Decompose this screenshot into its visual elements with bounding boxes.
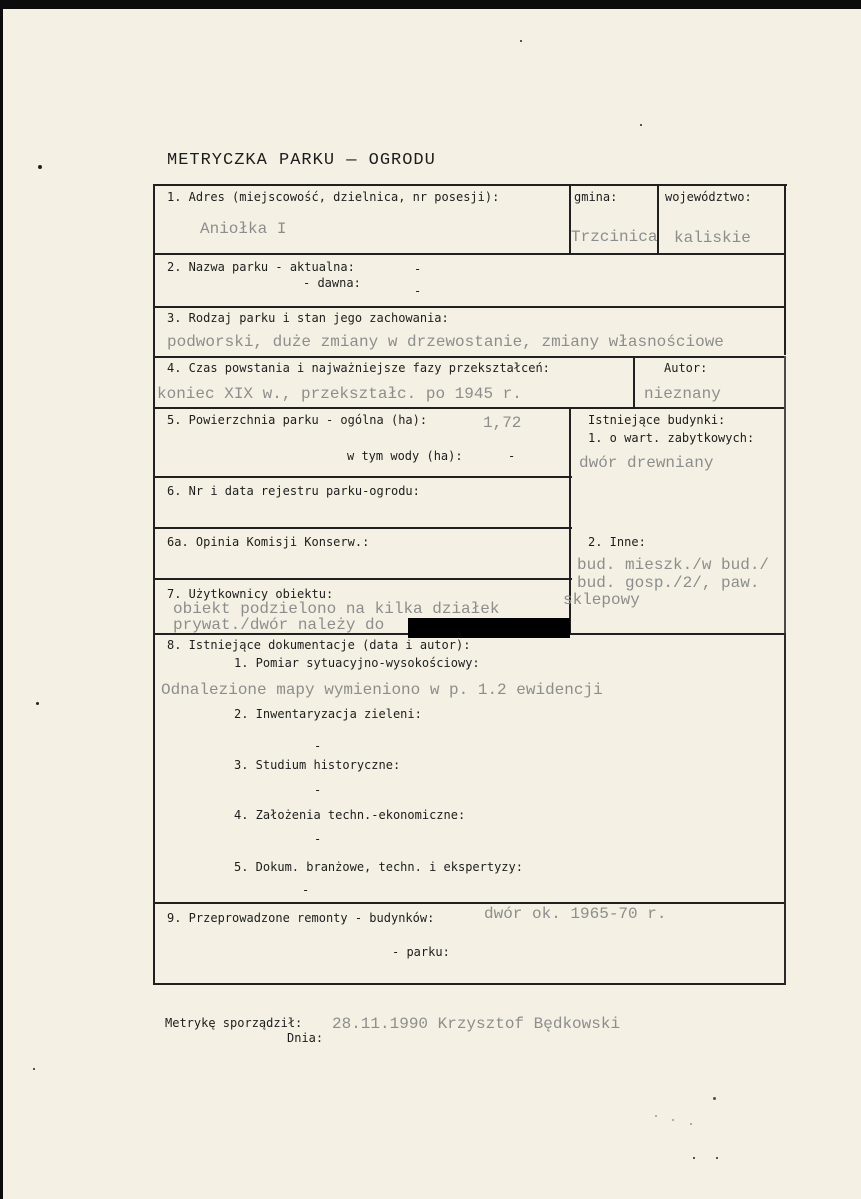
park-name-label: 2. Nazwa parku - aktualna: — [167, 260, 355, 274]
form-title: METRYCZKA PARKU — OGRODU — [167, 151, 436, 170]
historical-study-value: - — [314, 783, 322, 797]
expertise-value: - — [302, 883, 310, 897]
park-name-former-value: - — [414, 284, 422, 298]
park-type-label: 3. Rodzaj parku i stan jego zachowania: — [167, 311, 449, 325]
gmina-value: Trzcinica — [571, 228, 658, 246]
historic-buildings-value: dwór drewniany — [579, 454, 714, 472]
author-label: Autor: — [664, 361, 708, 375]
historical-study-label: 3. Studium historyczne: — [234, 758, 401, 772]
other-buildings-line1: bud. mieszk./w bud./ — [577, 556, 770, 574]
other-buildings-line3: sklepowy — [563, 591, 640, 609]
users-value-line1: obiekt podzielono na kilka działek — [173, 600, 500, 618]
survey-label: 1. Pomiar sytuacyjno-wysokościowy: — [234, 656, 480, 670]
greenery-inventory-label: 2. Inwentaryzacja zieleni: — [234, 707, 422, 721]
documentation-label: 8. Istniejące dokumentacje (data i autor): — [167, 638, 471, 652]
gmina-label: gmina: — [574, 190, 618, 204]
tech-econ-value: - — [314, 832, 322, 846]
park-name-current-value: - — [414, 262, 422, 276]
redaction-bar — [408, 618, 570, 638]
area-value: 1,72 — [483, 414, 522, 432]
greenery-inventory-value: - — [314, 739, 322, 753]
prepared-by-value: 28.11.1990 Krzysztof Będkowski — [332, 1015, 621, 1033]
renovations-buildings-value: dwór ok. 1965-70 r. — [484, 905, 667, 923]
conservation-opinion-label: 6a. Opinia Komisji Konserw.: — [167, 535, 370, 549]
prepared-by-label: Metrykę sporządził: — [165, 1016, 303, 1030]
expertise-label: 5. Dokum. branżowe, techn. i ekspertyzy: — [234, 860, 523, 874]
tech-econ-label: 4. Założenia techn.-ekonomiczne: — [234, 808, 466, 822]
wojewodztwo-label: województwo: — [665, 190, 752, 204]
users-value-line2: prywat./dwór należy do — [173, 616, 385, 634]
water-area-label: w tym wody (ha): — [347, 449, 463, 463]
park-type-value: podworski, duże zmiany w drzewostanie, zmiany własnościowe — [167, 333, 724, 351]
historic-buildings-label: 1. o wart. zabytkowych: — [588, 431, 755, 445]
other-buildings-label: 2. Inne: — [588, 535, 646, 549]
survey-value: Odnalezione mapy wymieniono w p. 1.2 ewidencji — [161, 681, 603, 699]
park-name-former-label: - dawna: — [303, 276, 361, 290]
users-label: 7. Użytkownicy obiektu: — [167, 587, 334, 601]
address-label: 1. Adres (miejscowość, dzielnica, nr posesji): — [167, 190, 500, 204]
renovations-label: 9. Przeprowadzone remonty - budynków: — [167, 911, 435, 925]
date-label: Dnia: — [287, 1031, 324, 1045]
water-area-value: - — [508, 449, 516, 463]
buildings-label: Istniejące budynki: — [588, 413, 726, 427]
origin-value: koniec XIX w., przekształc. po 1945 r. — [157, 385, 522, 403]
address-value: Aniołka I — [200, 220, 287, 238]
origin-label: 4. Czas powstania i najważniejsze fazy przekształceń: — [167, 361, 550, 375]
other-buildings-line2: bud. gosp./2/, paw. — [577, 574, 760, 592]
area-label: 5. Powierzchnia parku - ogólna (ha): — [167, 413, 428, 427]
author-value: nieznany — [644, 385, 721, 403]
wojewodztwo-value: kaliskie — [674, 229, 751, 247]
renovations-park-label: - parku: — [392, 945, 450, 959]
registry-label: 6. Nr i data rejestru parku-ogrodu: — [167, 484, 420, 498]
